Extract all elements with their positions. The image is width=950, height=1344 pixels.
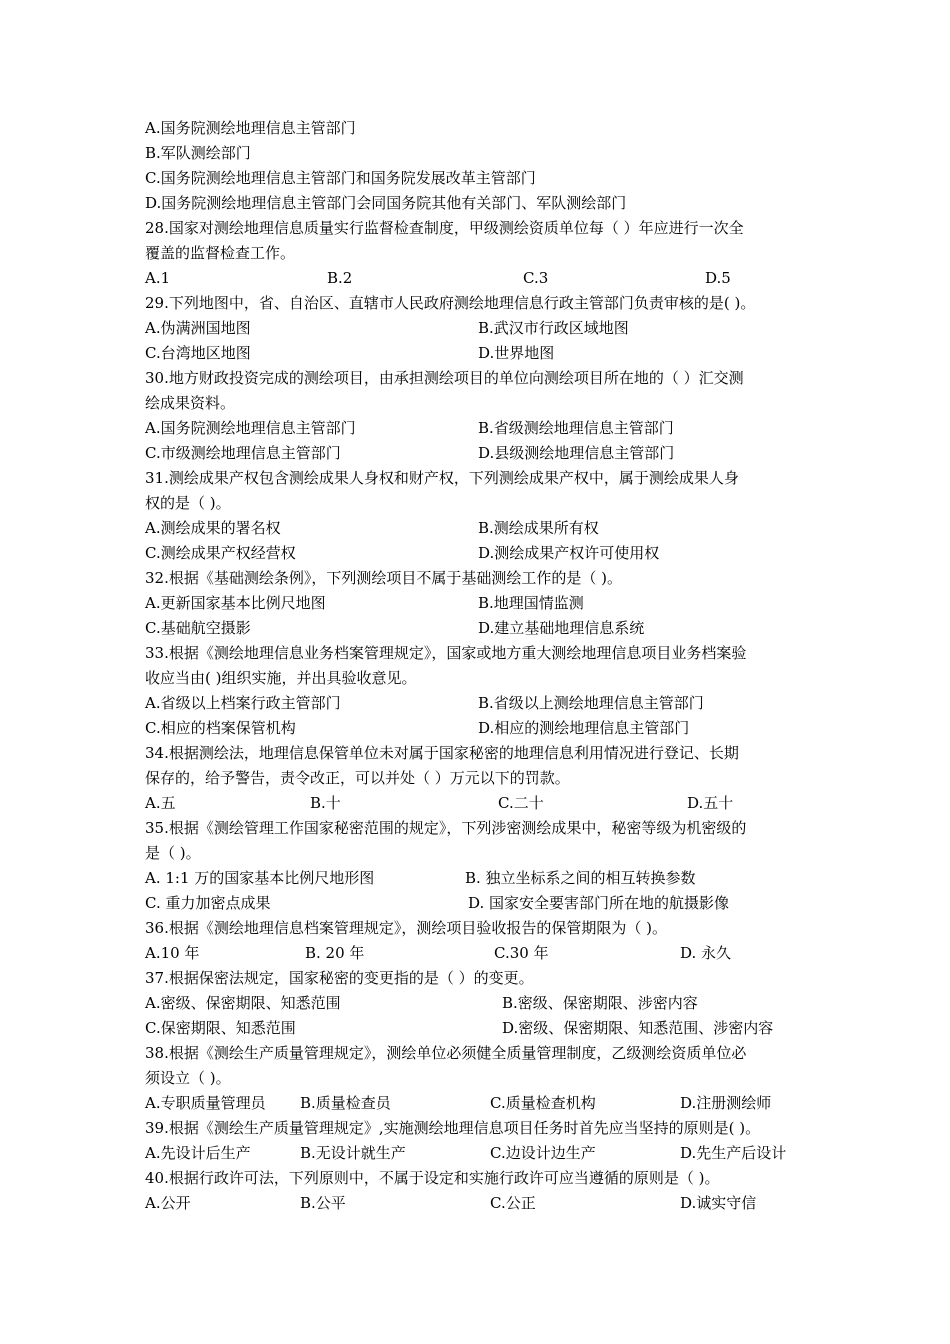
option-d: D.诚实守信 xyxy=(680,1194,757,1212)
option-d: D.5 xyxy=(705,269,731,287)
option-row xyxy=(145,341,815,366)
option-b: B.公平 xyxy=(300,1194,346,1212)
question-text: 收应当由( )组织实施，并出具验收意见。 xyxy=(145,669,417,687)
option-d: D.相应的测绘地理信息主管部门 xyxy=(478,719,690,737)
option-a: A.10 年 xyxy=(145,944,200,962)
question-33 xyxy=(145,641,815,741)
option-d: D.密级、保密期限、知悉范围、涉密内容 xyxy=(502,1019,774,1037)
option-row xyxy=(145,691,815,716)
option-row xyxy=(145,266,815,291)
option-c: C.台湾地区地图 xyxy=(145,344,251,362)
option-row xyxy=(145,1016,815,1041)
question-text: 39.根据《测绘生产质量管理规定》,实施测绘地理信息项目任务时首先应当坚持的原则是( )。 xyxy=(145,1119,761,1137)
option-b: B.武汉市行政区域地图 xyxy=(478,319,629,337)
question-32 xyxy=(145,566,815,641)
option-a: A.五 xyxy=(145,794,176,812)
option-row xyxy=(145,716,815,741)
question-text: 37.根据保密法规定，国家秘密的变更指的是（ ）的变更。 xyxy=(145,969,534,987)
question-39 xyxy=(145,1116,815,1166)
option-row xyxy=(145,416,815,441)
option-row xyxy=(145,316,815,341)
option-row xyxy=(145,891,815,916)
option-row xyxy=(145,991,815,1016)
question-list xyxy=(145,116,815,1216)
option-c: C.质量检查机构 xyxy=(490,1094,596,1112)
question-text: 38.根据《测绘生产质量管理规定》，测绘单位必须健全质量管理制度，乙级测绘资质单位必 xyxy=(145,1044,747,1062)
question-text: 35.根据《测绘管理工作国家秘密范围的规定》，下列涉密测绘成果中，秘密等级为机密级的 xyxy=(145,819,747,837)
question-37 xyxy=(145,966,815,1041)
option-line: A.国务院测绘地理信息主管部门 xyxy=(145,119,356,137)
option-row xyxy=(145,591,815,616)
option-a: A.更新国家基本比例尺地图 xyxy=(145,594,326,612)
question-text: 29.下列地图中，省、自治区、直辖市人民政府测绘地理信息行政主管部门负责审核的是( )。 xyxy=(145,294,756,312)
option-c: C.3 xyxy=(523,269,549,287)
option-d: D. 国家安全要害部门所在地的航摄影像 xyxy=(468,894,730,912)
option-d: D. 永久 xyxy=(680,944,732,962)
question-text: 34.根据测绘法，地理信息保管单位未对属于国家秘密的地理信息利用情况进行登记、长期 xyxy=(145,744,739,762)
option-c: C.保密期限、知悉范围 xyxy=(145,1019,296,1037)
option-row xyxy=(145,1141,815,1166)
option-b: B. 独立坐标系之间的相互转换参数 xyxy=(465,869,696,887)
question-40 xyxy=(145,1166,815,1216)
question-text: 须设立（ )。 xyxy=(145,1069,231,1087)
option-line: D.国务院测绘地理信息主管部门会同国务院其他有关部门、军队测绘部门 xyxy=(145,194,627,212)
question-text: 绘成果资料。 xyxy=(145,394,236,412)
option-b: B.省级以上测绘地理信息主管部门 xyxy=(478,694,704,712)
option-a: A.先设计后生产 xyxy=(145,1144,251,1162)
question-text: 36.根据《测绘地理信息档案管理规定》，测绘项目验收报告的保管期限为（ )。 xyxy=(145,919,667,937)
question-28 xyxy=(145,216,815,291)
option-row xyxy=(145,516,815,541)
option-b: B. 20 年 xyxy=(305,944,365,962)
question-34 xyxy=(145,741,815,816)
option-row xyxy=(145,791,815,816)
option-row xyxy=(145,941,815,966)
option-b: B.地理国情监测 xyxy=(478,594,584,612)
option-b: B.十 xyxy=(310,794,341,812)
option-row xyxy=(145,616,815,641)
option-d: D.测绘成果产权许可使用权 xyxy=(478,544,660,562)
option-a: A. 1:1 万的国家基本比例尺地形图 xyxy=(145,869,375,887)
question-text: 33.根据《测绘地理信息业务档案管理规定》，国家或地方重大测绘地理信息项目业务档案验 xyxy=(145,644,747,662)
question-29 xyxy=(145,291,815,366)
option-b: B.无设计就生产 xyxy=(300,1144,406,1162)
option-a: A.省级以上档案行政主管部门 xyxy=(145,694,341,712)
option-line: B.军队测绘部门 xyxy=(145,144,251,162)
question-36 xyxy=(145,916,815,966)
question-30 xyxy=(145,366,815,466)
option-d: D.世界地图 xyxy=(478,344,555,362)
option-a: A.公开 xyxy=(145,1194,191,1212)
option-c: C.相应的档案保管机构 xyxy=(145,719,296,737)
question-text: 31.测绘成果产权包含测绘成果人身权和财产权，下列测绘成果产权中，属于测绘成果人身 xyxy=(145,469,739,487)
option-c: C.30 年 xyxy=(494,944,549,962)
option-d: D.注册测绘师 xyxy=(680,1094,772,1112)
question-35 xyxy=(145,816,815,916)
option-row xyxy=(145,866,815,891)
option-c: C.边设计边生产 xyxy=(490,1144,596,1162)
option-d: D.建立基础地理信息系统 xyxy=(478,619,645,637)
question-text: 30.地方财政投资完成的测绘项目，由承担测绘项目的单位向测绘项目所在地的（ ）汇交测 xyxy=(145,369,744,387)
question-text: 覆盖的监督检查工作。 xyxy=(145,244,296,262)
question-text: 28.国家对测绘地理信息质量实行监督检查制度，甲级测绘资质单位每（ ）年应进行一次全 xyxy=(145,219,744,237)
option-b: B.密级、保密期限、涉密内容 xyxy=(502,994,698,1012)
option-c: C.市级测绘地理信息主管部门 xyxy=(145,444,341,462)
option-a: A.专职质量管理员 xyxy=(145,1094,266,1112)
option-line: C.国务院测绘地理信息主管部门和国务院发展改革主管部门 xyxy=(145,169,536,187)
option-b: B.2 xyxy=(327,269,353,287)
option-a: A.测绘成果的署名权 xyxy=(145,519,281,537)
option-c: C.二十 xyxy=(498,794,544,812)
option-row xyxy=(145,441,815,466)
option-a: A.国务院测绘地理信息主管部门 xyxy=(145,419,356,437)
question-text: 40.根据行政许可法，下列原则中，不属于设定和实施行政许可应当遵循的原则是（ )。 xyxy=(145,1169,720,1187)
option-row xyxy=(145,1091,815,1116)
question-38 xyxy=(145,1041,815,1116)
option-b: B.测绘成果所有权 xyxy=(478,519,599,537)
option-row xyxy=(145,541,815,566)
option-d: D.五十 xyxy=(687,794,734,812)
option-a: A.伪满洲国地图 xyxy=(145,319,251,337)
option-d: D.先生产后设计 xyxy=(680,1144,787,1162)
option-c: C.测绘成果产权经营权 xyxy=(145,544,296,562)
option-b: B.质量检查员 xyxy=(300,1094,391,1112)
question-text: 是（ )。 xyxy=(145,844,201,862)
option-row xyxy=(145,1191,815,1216)
option-b: B.省级测绘地理信息主管部门 xyxy=(478,419,674,437)
question-text: 保存的，给予警告，责令改正，可以并处（ ）万元以下的罚款。 xyxy=(145,769,570,787)
question-31 xyxy=(145,466,815,566)
question-text: 32.根据《基础测绘条例》，下列测绘项目不属于基础测绘工作的是（ )。 xyxy=(145,569,622,587)
option-c: C. 重力加密点成果 xyxy=(145,894,271,912)
option-c: C.基础航空摄影 xyxy=(145,619,251,637)
option-a: A.1 xyxy=(145,269,171,287)
question-text: 权的是（ )。 xyxy=(145,494,231,512)
option-d: D.县级测绘地理信息主管部门 xyxy=(478,444,675,462)
option-c: C.公正 xyxy=(490,1194,536,1212)
option-a: A.密级、保密期限、知悉范围 xyxy=(145,994,341,1012)
